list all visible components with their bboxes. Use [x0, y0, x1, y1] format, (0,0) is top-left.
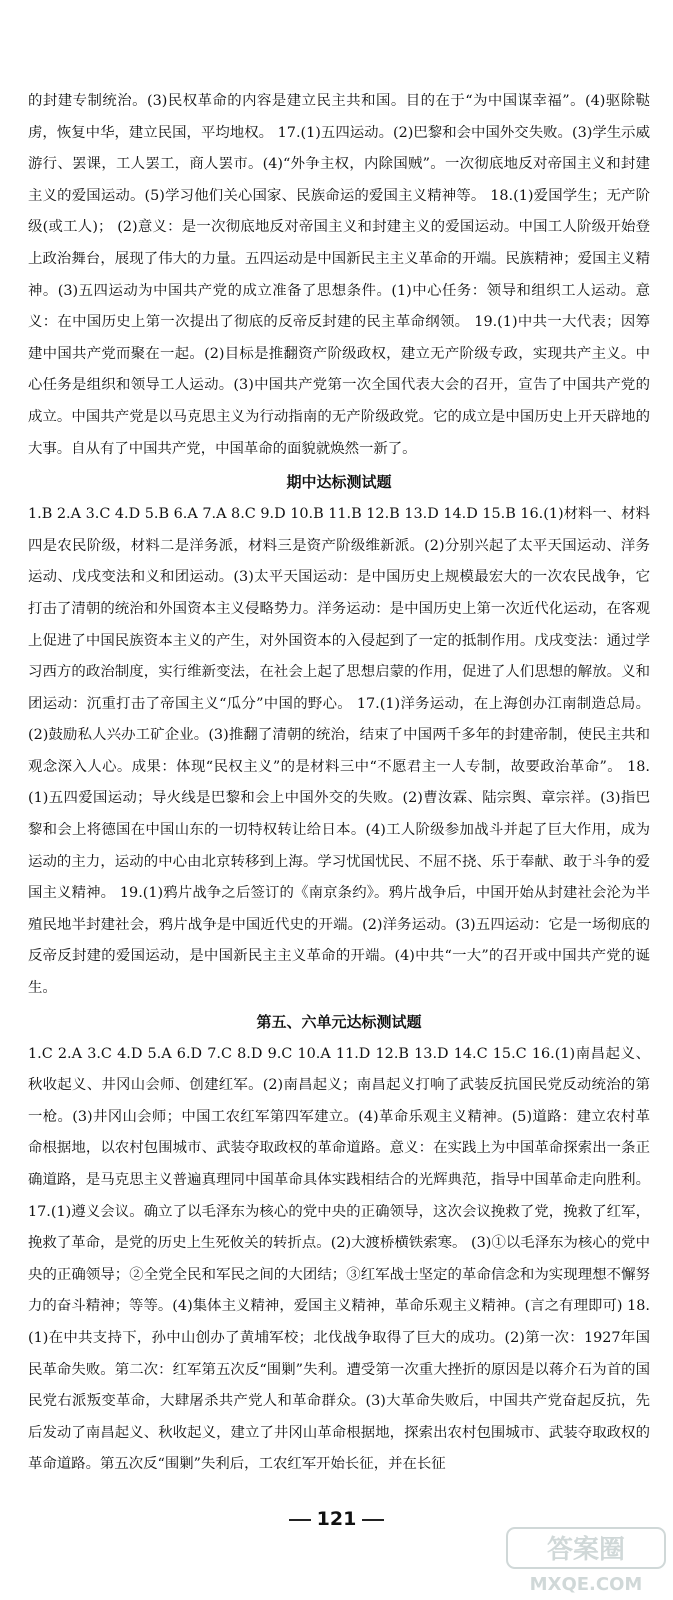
section-continuation: [28, 86, 650, 465]
paragraph-midterm-answers: 1.B 2.A 3.C 4.D 5.B 6.A 7.A 8.C 9.D 10.B 11.B 12.B 13.D 14.D 15.B 16.(1)材料一、材料四是农民阶级，材料二是洋务派，材料三是资产阶级维新派。(2)分别兴起了太平天国运动、洋务运动、戊戌变法和义和团运动。(3)太平天国运动：是中国历史上规模最宏大的一次农民战争，它打击了清朝的统治和外国资本主义侵略势力。洋务运动：是中国历史上第一次近代化运动，在客观上促进了中国民族资本主义的产生，对外国资本的入侵起到了一定的抵制作用。戊戌变法：通过学习西方的政治制度，实行维新变法，在社会上起了思想启蒙的作用，促进了人们思想的解放。义和团运动：沉重打击了帝国主义“瓜分”中国的野心。 17.(1)洋务运动，在上海创办江南制造总局。(2)鼓励私人兴办工矿企业。(3)推翻了清朝的统治，结束了中国两千多年的封建帝制，使民主共和观念深入人心。成果：体现“民权主义”的是材料三中“不愿君主一人专制，故要政治革命”。 18.(1)五四爱国运动；导火线是巴黎和会上中国外交的失败。(2)曹汝霖、陆宗舆、章宗祥。(3)指巴黎和会上将德国在中国山东的一切特权转让给日本。(4)工人阶级参加战斗并起了巨大作用，成为运动的主力，运动的中心由北京转移到上海。学习忧国忧民、不屈不挠、乐于奉献、敢于斗争的爱国主义精神。 19.(1)鸦片战争之后签订的《南京条约》。鸦片战争后，中国开始从封建社会沦为半殖民地半封建社会，鸦片战争是中国近代史的开端。(2)洋务运动。(3)五四运动：它是一场彻底的反帝反封建的爱国运动，是中国新民主主义革命的开端。(4)中共“一大”的召开或中国共产党的诞生。: [28, 506, 650, 997]
section-heading-unit-five-six: 第五、六单元达标测试题: [256, 1012, 422, 1031]
watermark-logo: [505, 1526, 667, 1596]
watermark-top-text: 答案圈: [546, 1535, 626, 1565]
paragraph-continuation: 的封建专制统治。(3)民权革命的内容是建立民主共和国。目的在于“为中国谋幸福”。(4)驱除鞑虏，恢复中华，建立民国，平均地权。 17.(1)五四运动。(2)巴黎和会中国外交失败。(3)学生示威游行、罢课，工人罢工，商人罢市。(4)“外争主权，内除国贼”。一次彻底地反对帝国主义和封建主义的爱国运动。(5)学习他们关心国家、民族命运的爱国主义精神等。 18.(1)爱国学生；无产阶级(或工人)； (2)意义：是一次彻底地反对帝国主义和封建主义的爱国运动。中国工人阶级开始登上政治舞台，展现了伟大的力量。五四运动是中国新民主主义革命的开端。民族精神；爱国主义精神。(3)五四运动为中国共产党的成立准备了思想条件。(1)中心任务：领导和组织工人运动。意义：在中国历史上第一次提出了彻底的反帝反封建的民主革命纲领。 19.(1)中共一大代表；因筹建中国共产党而聚在一起。(2)目标是推翻资产阶级政权，建立无产阶级专政，实现共产主义。中心任务是组织和领导工人运动。(3)中国共产党第一次全国代表大会的召开，宣告了中国共产党的成立。中国共产党是以马克思主义为行动指南的无产阶级政党。它的成立是中国历史上开天辟地的大事。自从有了中国共产党，中国革命的面貌就焕然一新了。: [28, 93, 650, 457]
page-number-value: 121: [316, 1508, 357, 1530]
section-heading-midterm: 期中达标测试题: [286, 473, 392, 492]
page-number-right-dash: [362, 1519, 384, 1521]
paragraph-unit-five-six-answers: 1.C 2.A 3.C 4.D 5.A 6.D 7.C 8.D 9.C 10.A 11.D 12.B 13.D 14.C 15.C 16.(1)南昌起义、秋收起义、井冈山会师、创建红军。(2)南昌起义；南昌起义打响了武装反抗国民党反动统治的第一枪。(3)井冈山会师；中国工农红军第四军建立。(4)革命乐观主义精神。(5)道路：建立农村革命根据地，以农村包围城市、武装夺取政权的革命道路。意义：在实践上为中国革命探索出一条正确道路，是马克思主义普遍真理同中国革命具体实践相结合的光辉典范，指导中国革命走向胜利。 17.(1)遵义会议。确立了以毛泽东为核心的党中央的正确领导，这次会议挽救了党，挽救了红军，挽救了革命，是党的历史上生死攸关的转折点。(2)大渡桥横铁索寒。 (3)①以毛泽东为核心的党中央的正确领导；②全党全民和军民之间的大团结；③红军战士坚定的革命信念和为实现理想不懈努力的奋斗精神；等等。(4)集体主义精神，爱国主义精神，革命乐观主义精神。(言之有理即可) 18.(1)在中共支持下，孙中山创办了黄埔军校；北伐战争取得了巨大的成功。(2)第一次：1927年国民革命失败。第二次：红军第五次反“围剿”失利。遭受第一次重大挫折的原因是以蒋介石为首的国民党右派叛变革命，大肆屠杀共产党人和革命群众。(3)大革命失败后，中国共产党奋起反抗，先后发动了南昌起义、秋收起义，建立了井冈山革命根据地，探索出农村包围城市、武装夺取政权的革命道路。第五次反“围剿”失利后，工农红军开始长征，并在长征: [28, 1045, 650, 1473]
section-unit-five-six-test: [28, 1005, 650, 1481]
watermark-bottom-text: MXQE.COM: [529, 1574, 643, 1595]
section-midterm-test: [28, 465, 650, 1005]
page-number-left-dash: [289, 1519, 311, 1521]
answer-page-content: [28, 86, 650, 1481]
